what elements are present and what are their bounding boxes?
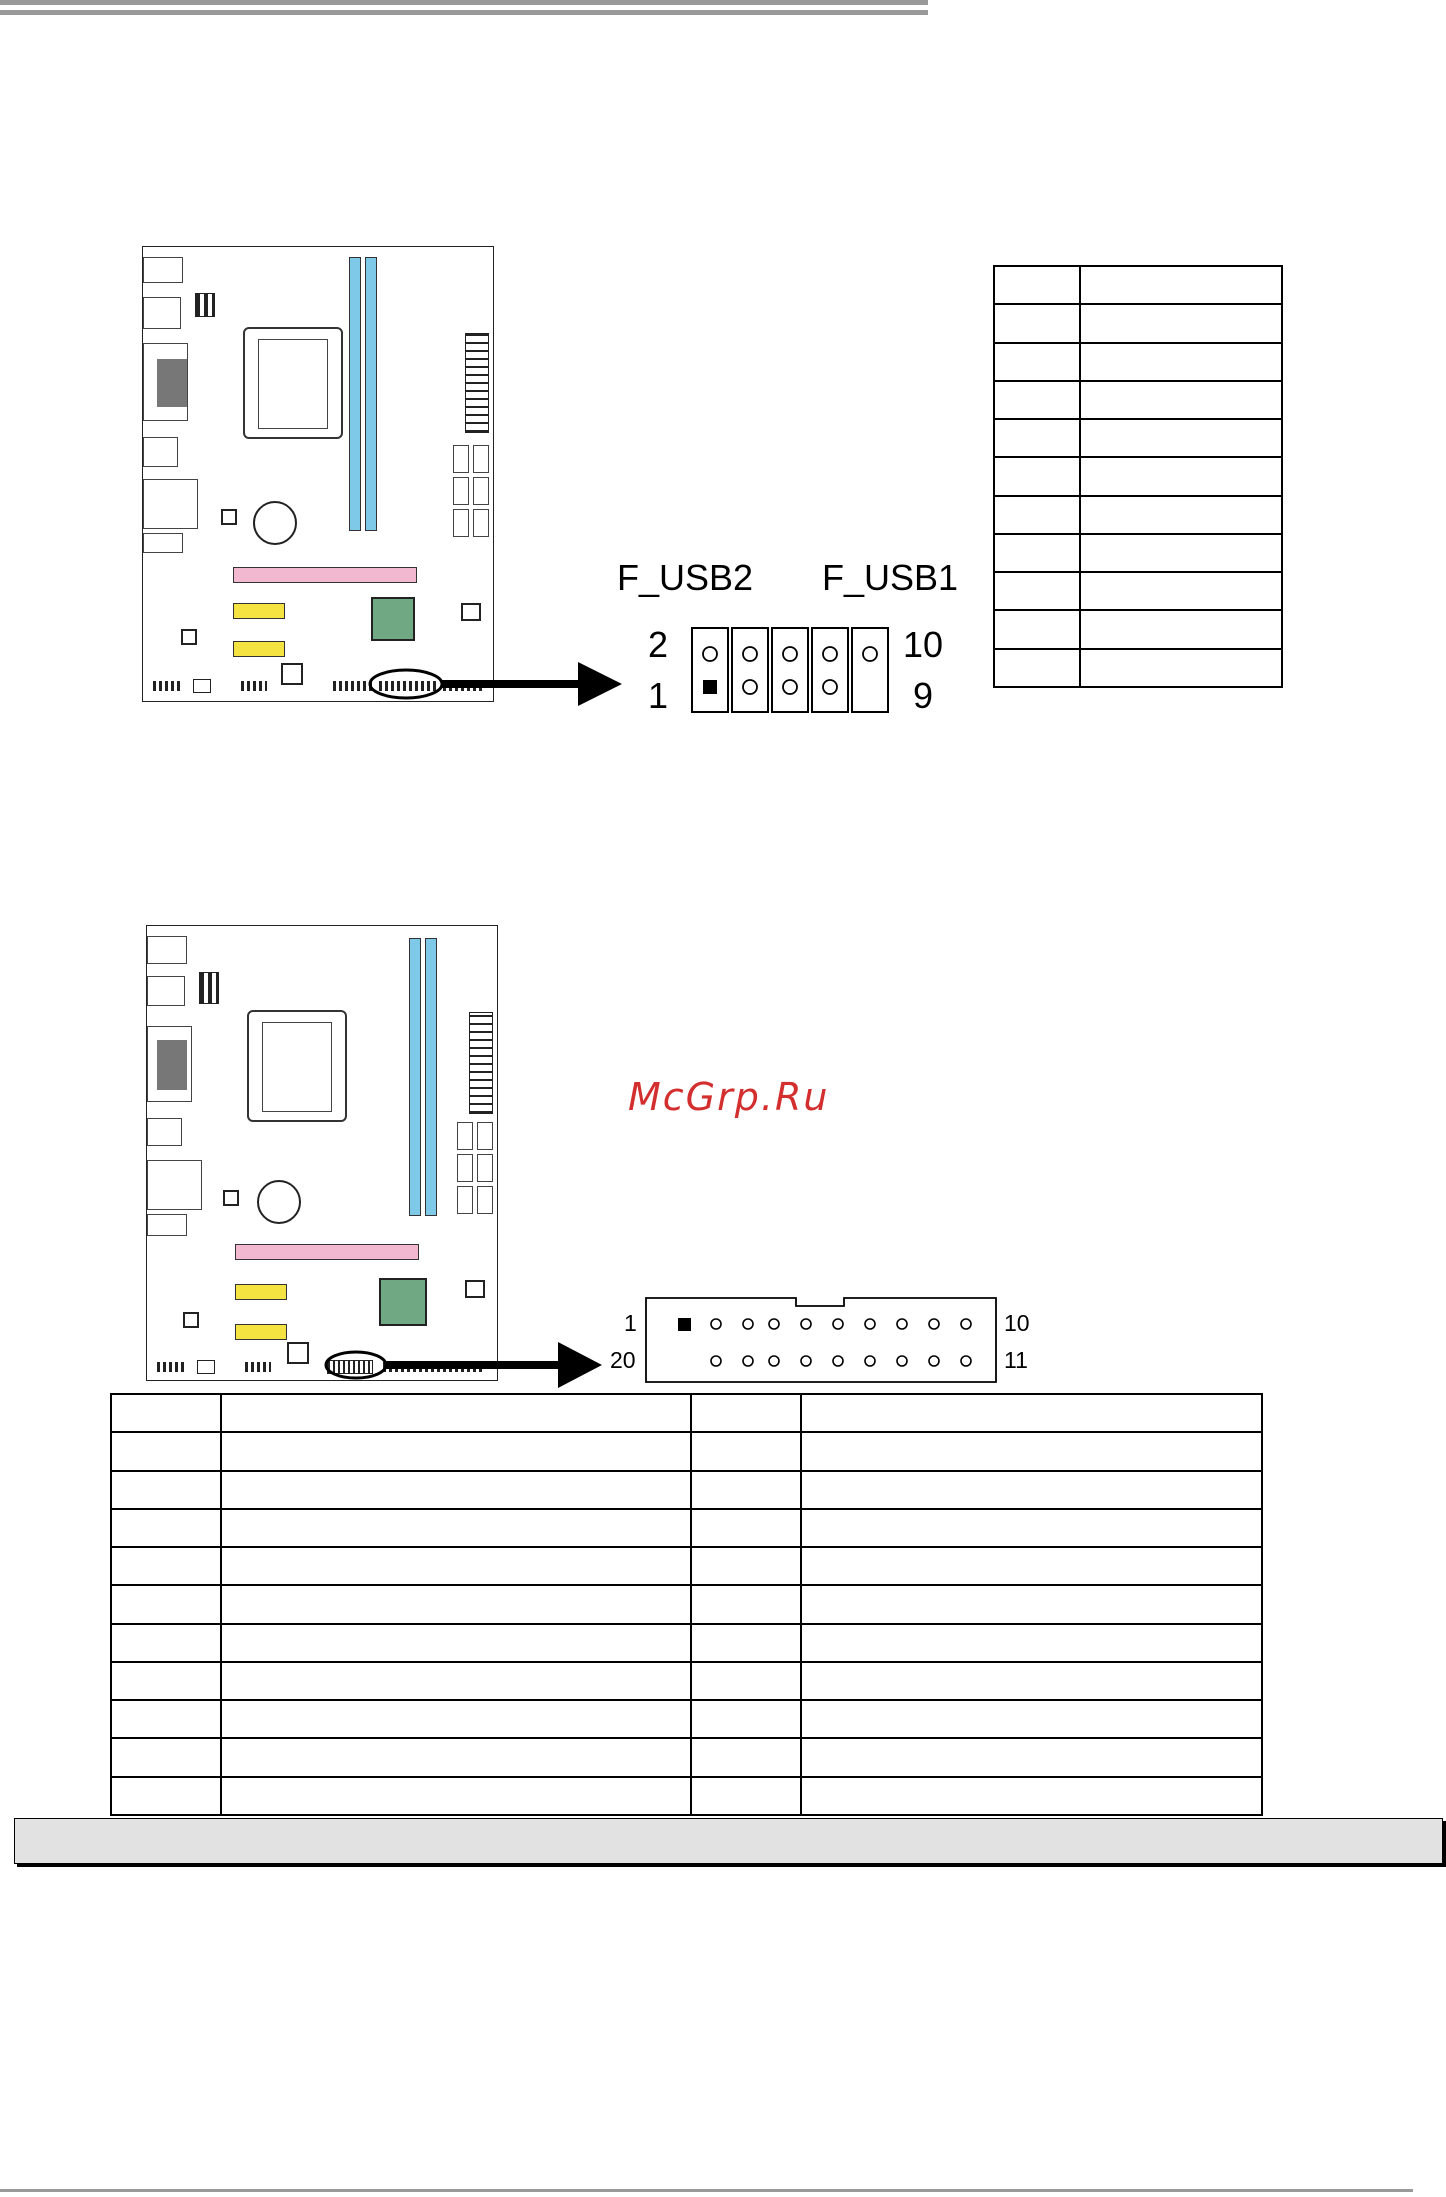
table-cell [801, 1509, 1262, 1547]
table-row [111, 1662, 1262, 1700]
header-pin [711, 1319, 721, 1329]
header-pin [743, 1356, 753, 1366]
table-cell [111, 1471, 221, 1509]
usb-pin-9-label: 9 [913, 675, 934, 716]
table-cell [221, 1547, 691, 1585]
table-row [111, 1624, 1262, 1662]
table-row [111, 1471, 1262, 1509]
table-cell [691, 1509, 801, 1547]
header-pin-20-label: 20 [610, 1347, 636, 1373]
header-pin [801, 1356, 811, 1366]
table-cell [221, 1471, 691, 1509]
table-row [111, 1777, 1262, 1815]
header-pin [833, 1319, 843, 1329]
note-bar [14, 1818, 1443, 1864]
table-cell [801, 1624, 1262, 1662]
table-cell [691, 1394, 801, 1432]
header-pointer-arrowhead [558, 1342, 602, 1388]
table-cell [111, 1777, 221, 1815]
header-pin [929, 1356, 939, 1366]
header-pin-1-label: 1 [624, 1310, 637, 1336]
table-cell [111, 1624, 221, 1662]
table-cell [801, 1662, 1262, 1700]
header-pin [769, 1356, 779, 1366]
table-cell [691, 1471, 801, 1509]
header-pin [897, 1319, 907, 1329]
table-cell [691, 1624, 801, 1662]
table-row [111, 1432, 1262, 1470]
table-cell [221, 1394, 691, 1432]
table-cell [221, 1700, 691, 1738]
table-cell [111, 1700, 221, 1738]
table-row [111, 1738, 1262, 1776]
table-cell [111, 1394, 221, 1432]
f-usb1-label: F_USB1 [822, 557, 959, 598]
twenty-pin-header-pinout [644, 1296, 1000, 1386]
header-pin [961, 1356, 971, 1366]
table-cell [801, 1777, 1262, 1815]
header-pin-10-label: 10 [1004, 1310, 1030, 1336]
table-cell [691, 1700, 801, 1738]
table-cell [221, 1509, 691, 1547]
table-cell [111, 1432, 221, 1470]
table-cell [691, 1432, 801, 1470]
header-pin [929, 1319, 939, 1329]
header-pin [711, 1356, 721, 1366]
twenty-pin-assignment-table [110, 1393, 1263, 1816]
header-pin-1-square [678, 1318, 691, 1331]
header-pin [961, 1319, 971, 1329]
table-cell [221, 1738, 691, 1776]
table-cell [221, 1432, 691, 1470]
usb-pin-1-label: 1 [648, 675, 669, 716]
usb-pin-10-label: 10 [903, 624, 944, 665]
header-pin [743, 1319, 753, 1329]
table-row [111, 1394, 1262, 1432]
table-cell [801, 1394, 1262, 1432]
table-cell [801, 1585, 1262, 1623]
header-pin [865, 1319, 875, 1329]
watermark: McGrp.Ru [628, 1075, 830, 1119]
header-pin [801, 1319, 811, 1329]
header-pin-11-label: 11 [1004, 1347, 1028, 1373]
table-cell [691, 1662, 801, 1700]
table-cell [801, 1700, 1262, 1738]
table-cell [221, 1777, 691, 1815]
table-cell [221, 1624, 691, 1662]
usb-pin-2-label: 2 [648, 624, 669, 665]
table-cell [111, 1509, 221, 1547]
header-pin [897, 1356, 907, 1366]
table-row [111, 1547, 1262, 1585]
table-row [111, 1700, 1262, 1738]
table-cell [691, 1777, 801, 1815]
table-cell [691, 1547, 801, 1585]
table-cell [221, 1585, 691, 1623]
table-cell [801, 1738, 1262, 1776]
table-cell [691, 1738, 801, 1776]
table-cell [691, 1585, 801, 1623]
header-highlight-ellipse [326, 1352, 386, 1378]
header-pin [865, 1356, 875, 1366]
table-cell [221, 1662, 691, 1700]
header-shroud [646, 1298, 996, 1382]
table-cell [801, 1471, 1262, 1509]
f-usb2-label: F_USB2 [617, 557, 754, 598]
table-cell [801, 1547, 1262, 1585]
table-cell [801, 1432, 1262, 1470]
table-cell [111, 1662, 221, 1700]
table-cell [111, 1738, 221, 1776]
table-cell [111, 1585, 221, 1623]
table-row [111, 1585, 1262, 1623]
table-row [111, 1509, 1262, 1547]
header-pin [769, 1319, 779, 1329]
table-cell [111, 1547, 221, 1585]
header-pin [833, 1356, 843, 1366]
bottom-rule [0, 2189, 1413, 2192]
